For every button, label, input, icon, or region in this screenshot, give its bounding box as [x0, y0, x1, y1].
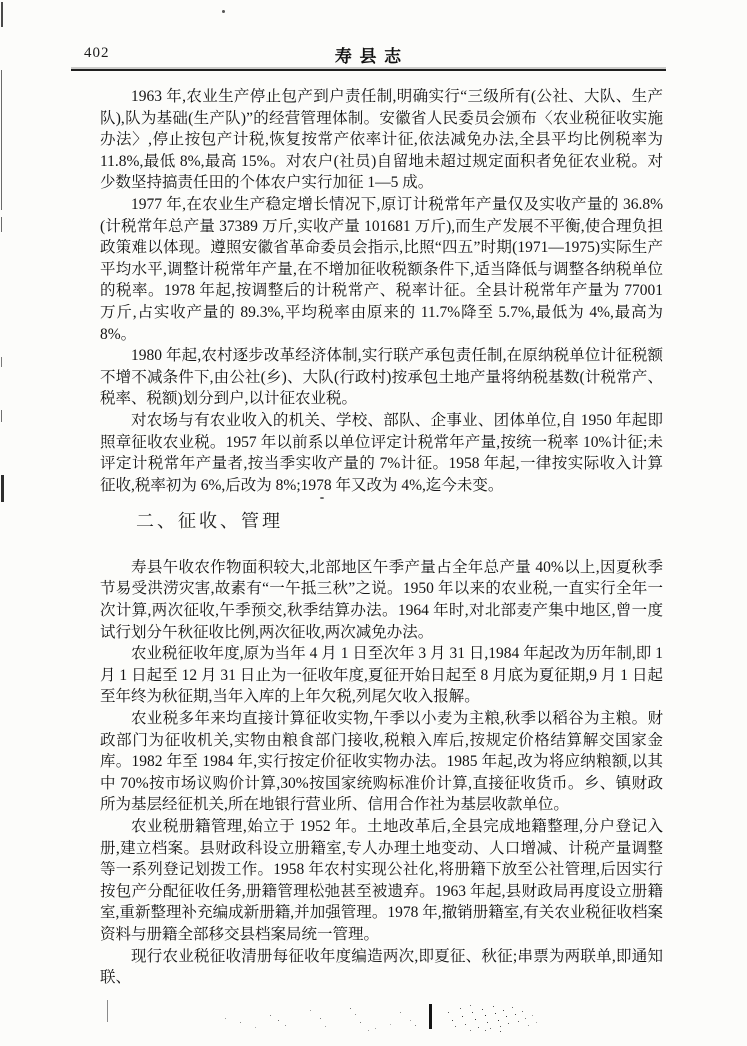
scan-artifact-left-edge: [1, 70, 2, 210]
scan-artifact-left-edge: [1, 475, 4, 502]
scan-artifact-speckle-noise: [200, 1000, 201, 1001]
paragraph: 农业税征收年度,原为当年 4 月 1 日至次年 3 月 31 日,1984 年起改为历年制,即 1 月 1 日起至 12 月 31 日止为一征收年度,夏征开始日起至 8 月底为夏征期,9 月 1 日起至年终为秋征期,当年入库的上年欠税,列尾欠收入报解。: [100, 645, 663, 706]
paragraph: 1963 年,农业生产停止包产到户责任制,明确实行“三级所有(公社、大队、生产队),队为基础(生产队)”的经营管理体制。安徽省人民委员会颁布〈农业税征收实施办法〉,停止按包产计税,恢复按常产依率计征,依法减免办法,全县平均比例税率为 11.8%,最低 8%,最高 15%。对农户(社员)自留地未超过规定面积者免征农业税。对少数坚持搞责任田的个体农户实行加征 1—5 成。: [100, 88, 663, 192]
scan-artifact-left-edge: [1, 2, 3, 27]
scan-artifact-dot: [222, 10, 225, 13]
scan-artifact-bar: [429, 1004, 432, 1029]
scan-artifact-left-edge: [1, 357, 2, 367]
scan-artifact-left-edge: [1, 410, 2, 422]
book-title: 寿县志: [334, 47, 409, 66]
paragraph: 1980 年起,农村逐步改革经济体制,实行联产承包责任制,在原纳税单位计征税额不增不减条件下,由公社(乡)、大队(行政村)按承包土地产量将纳税基数(计税常产、税率、税额)划分到户,以计征农业税。: [100, 347, 663, 408]
header-rule: [71, 69, 666, 71]
scan-artifact-left-edge: [1, 217, 2, 232]
section-heading: 二、征收、管理: [136, 511, 283, 532]
paragraph: 现行农业税征收清册每征收年度编造两次,即夏征、秋征;串票为两联单,即通知联、: [100, 947, 663, 987]
paragraph: 1977 年,在农业生产稳定增长情况下,原订计税常年产量仅及实收产量的 36.8%(计税常年总产量 37389 万斤,实收产量 101681 万斤),而生产发展不平衡,使合理负担政策难以体现。遵照安徽省革命委员会指示,比照“四五”时期(1971—1975)实际生产平均水平,调整计税常年产量,在不增加征收税额条件下,适当降低与调整各纳税单位的税率。1978 年起,按调整后的计税常产、税率计征。全县计税常年产量为 77001 万斤,占实收产量的 89.3%,平均税率由原来的 11.7%降至 5.7%,最低为 4%,最高为 8%。: [100, 195, 663, 343]
paragraph: 农业税册籍管理,始立于 1952 年。土地改革后,全县完成地籍整理,分户登记入册,建立档案。县财政科设立册籍室,专人办理土地变动、人口增减、计税产量调整等一系列登记划拨工作。1958 年农村实现公社化,将册籍下放至公社管理,后因实行按包产分配征收任务,册籍管理松弛甚至被遗弃。1963 年起,县财政局再度设立册籍室,重新整理补充编成新册籍,并加强管理。1978 年,撤销册籍室,有关农业税征收档案资料与册籍全部移交县档案局统一管理。: [100, 818, 663, 943]
paragraph: 对农场与有农业收入的机关、学校、部队、企事业、团体单位,自 1950 年起即照章征收农业税。1957 年以前系以单位评定计税常年产量,按统一税率 10%计征;未评定计税常年产量者,按当季实收产量的 7%计征。1958 年起,一律按实际收入计算征收,税率初为 6%,后改为 8%;1978 年又改为 4%,迄今未变。: [100, 411, 663, 494]
page-number: 402: [84, 45, 110, 61]
paragraph: 农业税多年来均直接计算征收实物,午季以小麦为主粮,秋季以稻谷为主粮。财政部门为征收机关,实物由粮食部门接收,税粮入库后,按规定价格结算解交国家金库。1982 年至 1984 年,实行按定价征收实物办法。1985 年起,改为将应纳粮额,以其中 70%按市场议购价计算,30%按国家统购标准价计算,直接征收货币。乡、镇财政所为基层经征机关,所在地银行营业所、信用合作社为基层收款单位。: [100, 710, 663, 814]
running-head: [72, 42, 664, 66]
paragraph: 寿县午收农作物面积较大,北部地区午季产量占全年总产量 40%以上,因夏秋季节易受洪涝灾害,故素有“一午抵三秋”之说。1950 年以来的农业税,一直实行全年一次计算,两次征收,午季预交,秋季结算办法。1964 年时,对北部麦产集中地区,曾一度试行划分午秋征收比例,两次征收,两次减免办法。: [100, 558, 663, 641]
page-text-block: [100, 86, 663, 989]
scan-artifact-line: [107, 1000, 108, 1022]
